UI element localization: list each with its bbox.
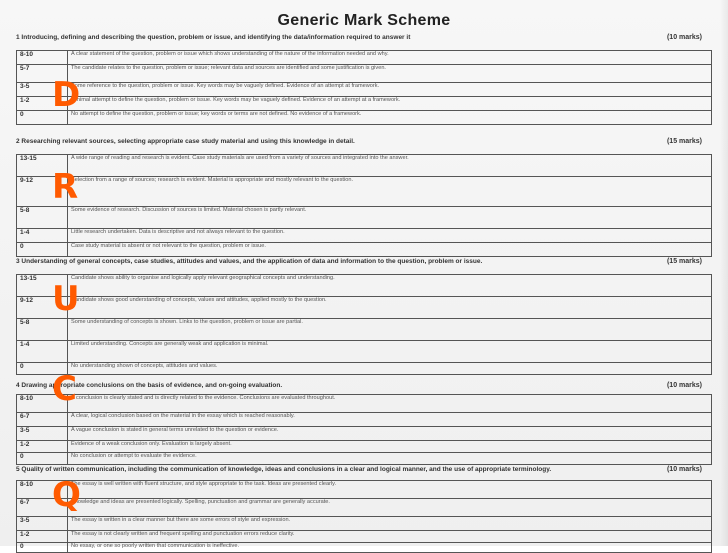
description-cell: Candidate shows ability to organise and logically apply relevant geographical concepts and understanding. <box>68 275 712 297</box>
band-cell: 13-15 <box>17 275 68 297</box>
description-cell: A clear, logical conclusion based on the material in the essay which is reached reasonably. <box>68 413 712 427</box>
section-heading-text: 4 Drawing appropriate conclusions on the basis of evidence, and on-going evaluation. <box>16 382 283 389</box>
description-cell: No essay, or one so poorly written that communication is ineffective. <box>68 543 712 553</box>
description-cell: A clear statement of the question, problem or issue which shows understanding of the nature of the information needed and why. <box>68 51 712 65</box>
mark-scheme-document <box>12 34 716 550</box>
section-marks: (10 marks) <box>666 466 702 473</box>
band-cell: 3-5 <box>17 83 68 97</box>
page-title: Generic Mark Scheme <box>277 12 451 29</box>
criteria-table <box>16 475 712 553</box>
criteria-table <box>16 50 712 125</box>
band-cell: 0 <box>17 543 68 553</box>
description-cell: No understanding shown of concepts, attitudes and values. <box>68 363 712 375</box>
band-cell: 3-5 <box>17 427 68 441</box>
table-row <box>17 319 712 341</box>
band-cell: 0 <box>17 243 68 257</box>
table-row <box>17 499 712 517</box>
band-cell: 9-12 <box>17 297 68 319</box>
band-cell: 13-15 <box>17 155 68 177</box>
band-cell: 6-7 <box>17 413 68 427</box>
table-row <box>17 177 712 207</box>
band-cell: 5-7 <box>17 65 68 83</box>
criteria-table <box>16 394 712 465</box>
band-cell: 6-7 <box>17 499 68 517</box>
table-row <box>17 413 712 427</box>
table-row <box>17 427 712 441</box>
table-row <box>17 453 712 465</box>
description-cell: A vague conclusion is stated in general terms unrelated to the question or evidence. <box>68 427 712 441</box>
description-cell: No attempt to define the question, problem or issue; key words or terms are not defined. No evidence of a framework. <box>68 111 712 125</box>
table-row <box>17 395 712 413</box>
table-row <box>17 229 712 243</box>
letter-c: C <box>52 369 77 409</box>
description-cell: No conclusion or attempt to evaluate the evidence. <box>68 453 712 465</box>
description-cell: The essay is well written with fluent structure, and style appropriate to the task. Ideas are presented clearly. <box>68 481 712 499</box>
band-cell: 5-8 <box>17 319 68 341</box>
table-row <box>17 531 712 543</box>
description-cell: Limited understanding. Concepts are generally weak and application is minimal. <box>68 341 712 363</box>
band-cell: 8-10 <box>17 481 68 499</box>
band-cell: 1-2 <box>17 441 68 453</box>
letter-u: U <box>52 279 80 319</box>
description-cell: Little research undertaken. Data is descriptive and not always relevant to the question. <box>68 229 712 243</box>
band-cell: 1-2 <box>17 531 68 543</box>
table-row <box>17 517 712 531</box>
description-cell: Case study material is absent or not relevant to the question, problem or issue. <box>68 243 712 257</box>
description-cell: Some understanding of concepts is shown. Links to the question, problem or issue are partial. <box>68 319 712 341</box>
section-marks: (10 marks) <box>666 382 702 389</box>
band-cell: 0 <box>17 363 68 375</box>
table-row <box>17 83 712 97</box>
page-edge-shadow <box>720 0 728 546</box>
description-cell: Some evidence of research. Discussion of sources is limited. Material chosen is partly relevant. <box>68 207 712 229</box>
table-row <box>17 207 712 229</box>
description-cell: A conclusion is clearly stated and is directly related to the evidence. Conclusions are evaluated throughout. <box>68 395 712 413</box>
letter-r: R <box>52 167 79 207</box>
band-cell: 5-8 <box>17 207 68 229</box>
section-heading-text: 2 Researching relevant sources, selecting appropriate case study material and using this knowledge in detail. <box>16 138 355 145</box>
table-row <box>17 543 712 553</box>
description-cell: Selection from a range of sources; research is evident. Material is appropriate and mostly relevant to the question. <box>68 177 712 207</box>
description-cell: Knowledge and ideas are presented logically. Spelling, punctuation and grammar are generally accurate. <box>68 499 712 517</box>
band-cell: 8-10 <box>17 395 68 413</box>
table-row <box>17 441 712 453</box>
section-marks: (10 marks) <box>666 34 702 41</box>
description-cell: The essay is not clearly written and frequent spelling and punctuation errors reduce clarity. <box>68 531 712 543</box>
table-row <box>17 481 712 499</box>
letter-d: D <box>52 75 81 115</box>
letter-q: Q <box>52 475 81 515</box>
band-cell: 1-4 <box>17 229 68 243</box>
description-cell: Evidence of a weak conclusion only. Evaluation is largely absent. <box>68 441 712 453</box>
band-cell: 1-4 <box>17 341 68 363</box>
table-row <box>17 243 712 257</box>
description-cell: A wide range of reading and research is evident. Case study materials are used from a variety of sources and integrated into the answer. <box>68 155 712 177</box>
description-cell: The candidate relates to the question, problem or issue; relevant data and sources are identified and some justification is given. <box>68 65 712 83</box>
table-row <box>17 341 712 363</box>
table-row <box>17 297 712 319</box>
criteria-table <box>16 154 712 257</box>
table-row <box>17 51 712 65</box>
table-row <box>17 363 712 375</box>
section-marks: (15 marks) <box>666 258 702 265</box>
table-row <box>17 275 712 297</box>
band-cell: 8-10 <box>17 51 68 65</box>
criteria-table <box>16 274 712 375</box>
description-cell: Some reference to the question, problem or issue. Key words may be vaguely defined. Evidence of an attempt at framework. <box>68 83 712 97</box>
description-cell: Candidate shows good understanding of concepts, values and attitudes, applied mostly to the question. <box>68 297 712 319</box>
section-heading-text: 1 Introducing, defining and describing the question, problem or issue, and identifying the data/information required to answer it <box>16 34 411 41</box>
band-cell: 3-5 <box>17 517 68 531</box>
band-cell: 1-2 <box>17 97 68 111</box>
description-cell: The essay is written in a clear manner but there are some errors of style and expression. <box>68 517 712 531</box>
table-row <box>17 155 712 177</box>
section-marks: (15 marks) <box>666 138 702 145</box>
section-heading-text: 3 Understanding of general concepts, case studies, attitudes and values, and the application of data and information to the question, problem or issue. <box>16 258 483 265</box>
description-cell: Minimal attempt to define the question, problem or issue. Key words may be vaguely defined. Evidence of an attempt at a framework. <box>68 97 712 111</box>
section-heading-text: 5 Quality of written communication, including the communication of knowledge, ideas and conclusions in a clear and logical manner, and the use of appropriate terminology. <box>16 466 552 473</box>
table-row <box>17 111 712 125</box>
band-cell: 0 <box>17 111 68 125</box>
band-cell: 0 <box>17 453 68 465</box>
table-row <box>17 97 712 111</box>
band-cell: 9-12 <box>17 177 68 207</box>
table-row <box>17 65 712 83</box>
